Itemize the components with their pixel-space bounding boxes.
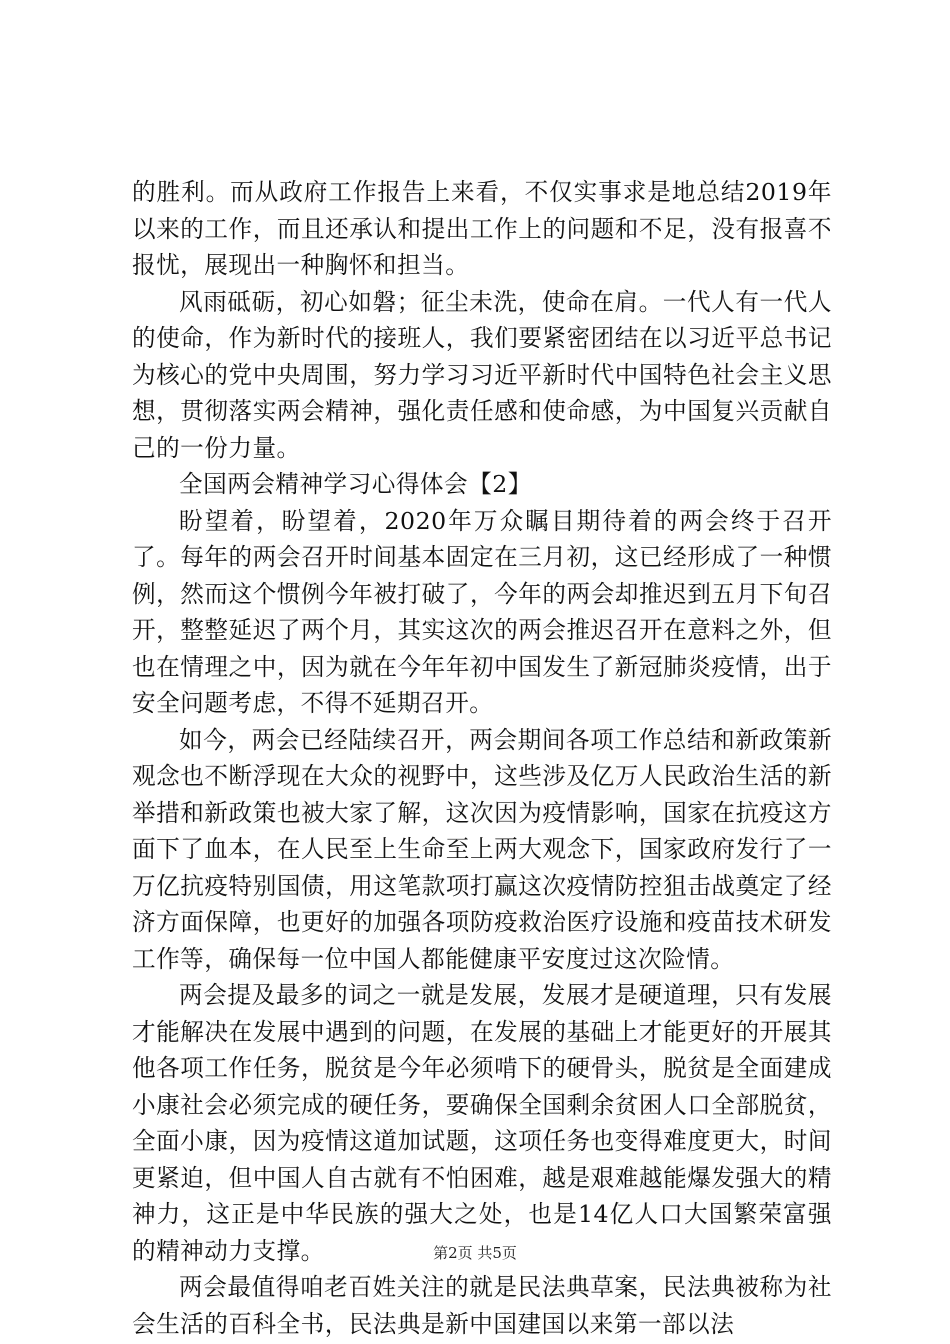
paragraph-3: 盼望着，盼望着，2020年万众瞩目期待着的两会终于召开了。每年的两会召开时间基本固定在三月初，这已经形成了一种惯例，然而这个惯例今年被打破了，今年的两会却推迟到五月下旬召开，整整延迟了两个月，其实这次的两会推迟召开在意料之外，但也在情理之中，因为就在今年年初中国发生了新冠肺炎疫情，出于安全问题考虑，不得不延期召开。 bbox=[132, 506, 832, 717]
paragraph-4: 如今，两会已经陆续召开，两会期间各项工作总结和新政策新观念也不断浮现在大众的视野中，这些涉及亿万人民政治生活的新举措和新政策也被大家了解，这次因为疫情影响，国家在抗疫这方面下了血本，在人民至上生命至上两大观念下，国家政府发行了一万亿抗疫特别国债，用这笔款项打赢这次疫情防控狙击战奠定了经济方面保障，也更好的加强各项防疫救治医疗设施和疫苗技术研发工作等，确保每一位中国人都能健康平安度过这次险情。 bbox=[132, 725, 832, 973]
paragraph-6: 两会最值得咱老百姓关注的就是民法典草案，民法典被称为社会生活的百科全书，民法典是新中国建国以来第一部以法 bbox=[132, 1273, 832, 1338]
document-body bbox=[132, 174, 832, 1342]
section-heading: 全国两会精神学习心得体会【2】 bbox=[179, 470, 532, 498]
page-footer: 第2页 共5页 bbox=[433, 1244, 517, 1262]
paragraph-1: 的胜利。而从政府工作报告上来看，不仅实事求是地总结2019年以来的工作，而且还承认和提出工作上的问题和不足，没有报喜不报忧，展现出一种胸怀和担当。 bbox=[132, 178, 832, 279]
paragraph-5: 两会提及最多的词之一就是发展，发展才是硬道理，只有发展才能解决在发展中遇到的问题，在发展的基础上才能更好的开展其他各项工作任务，脱贫是今年必须啃下的硬骨头，脱贫是全面建成小康社会必须完成的硬任务，要确保全国剩余贫困人口全部脱贫，全面小康，因为疫情这道加试题，这项任务也变得难度更大，时间更紧迫，但中国人自古就有不怕困难，越是艰难越能爆发强大的精神力，这正是中华民族的强大之处，也是14亿人口大国繁荣富强的精神动力支撑。 bbox=[132, 981, 832, 1265]
paragraph-2: 风雨砥砺，初心如磐；征尘未洗，使命在肩。一代人有一代人的使命，作为新时代的接班人，我们要紧密团结在以习近平总书记为核心的党中央周围，努力学习习近平新时代中国特色社会主义思想，贯彻落实两会精神，强化责任感和使命感，为中国复兴贡献自己的一份力量。 bbox=[132, 287, 832, 462]
